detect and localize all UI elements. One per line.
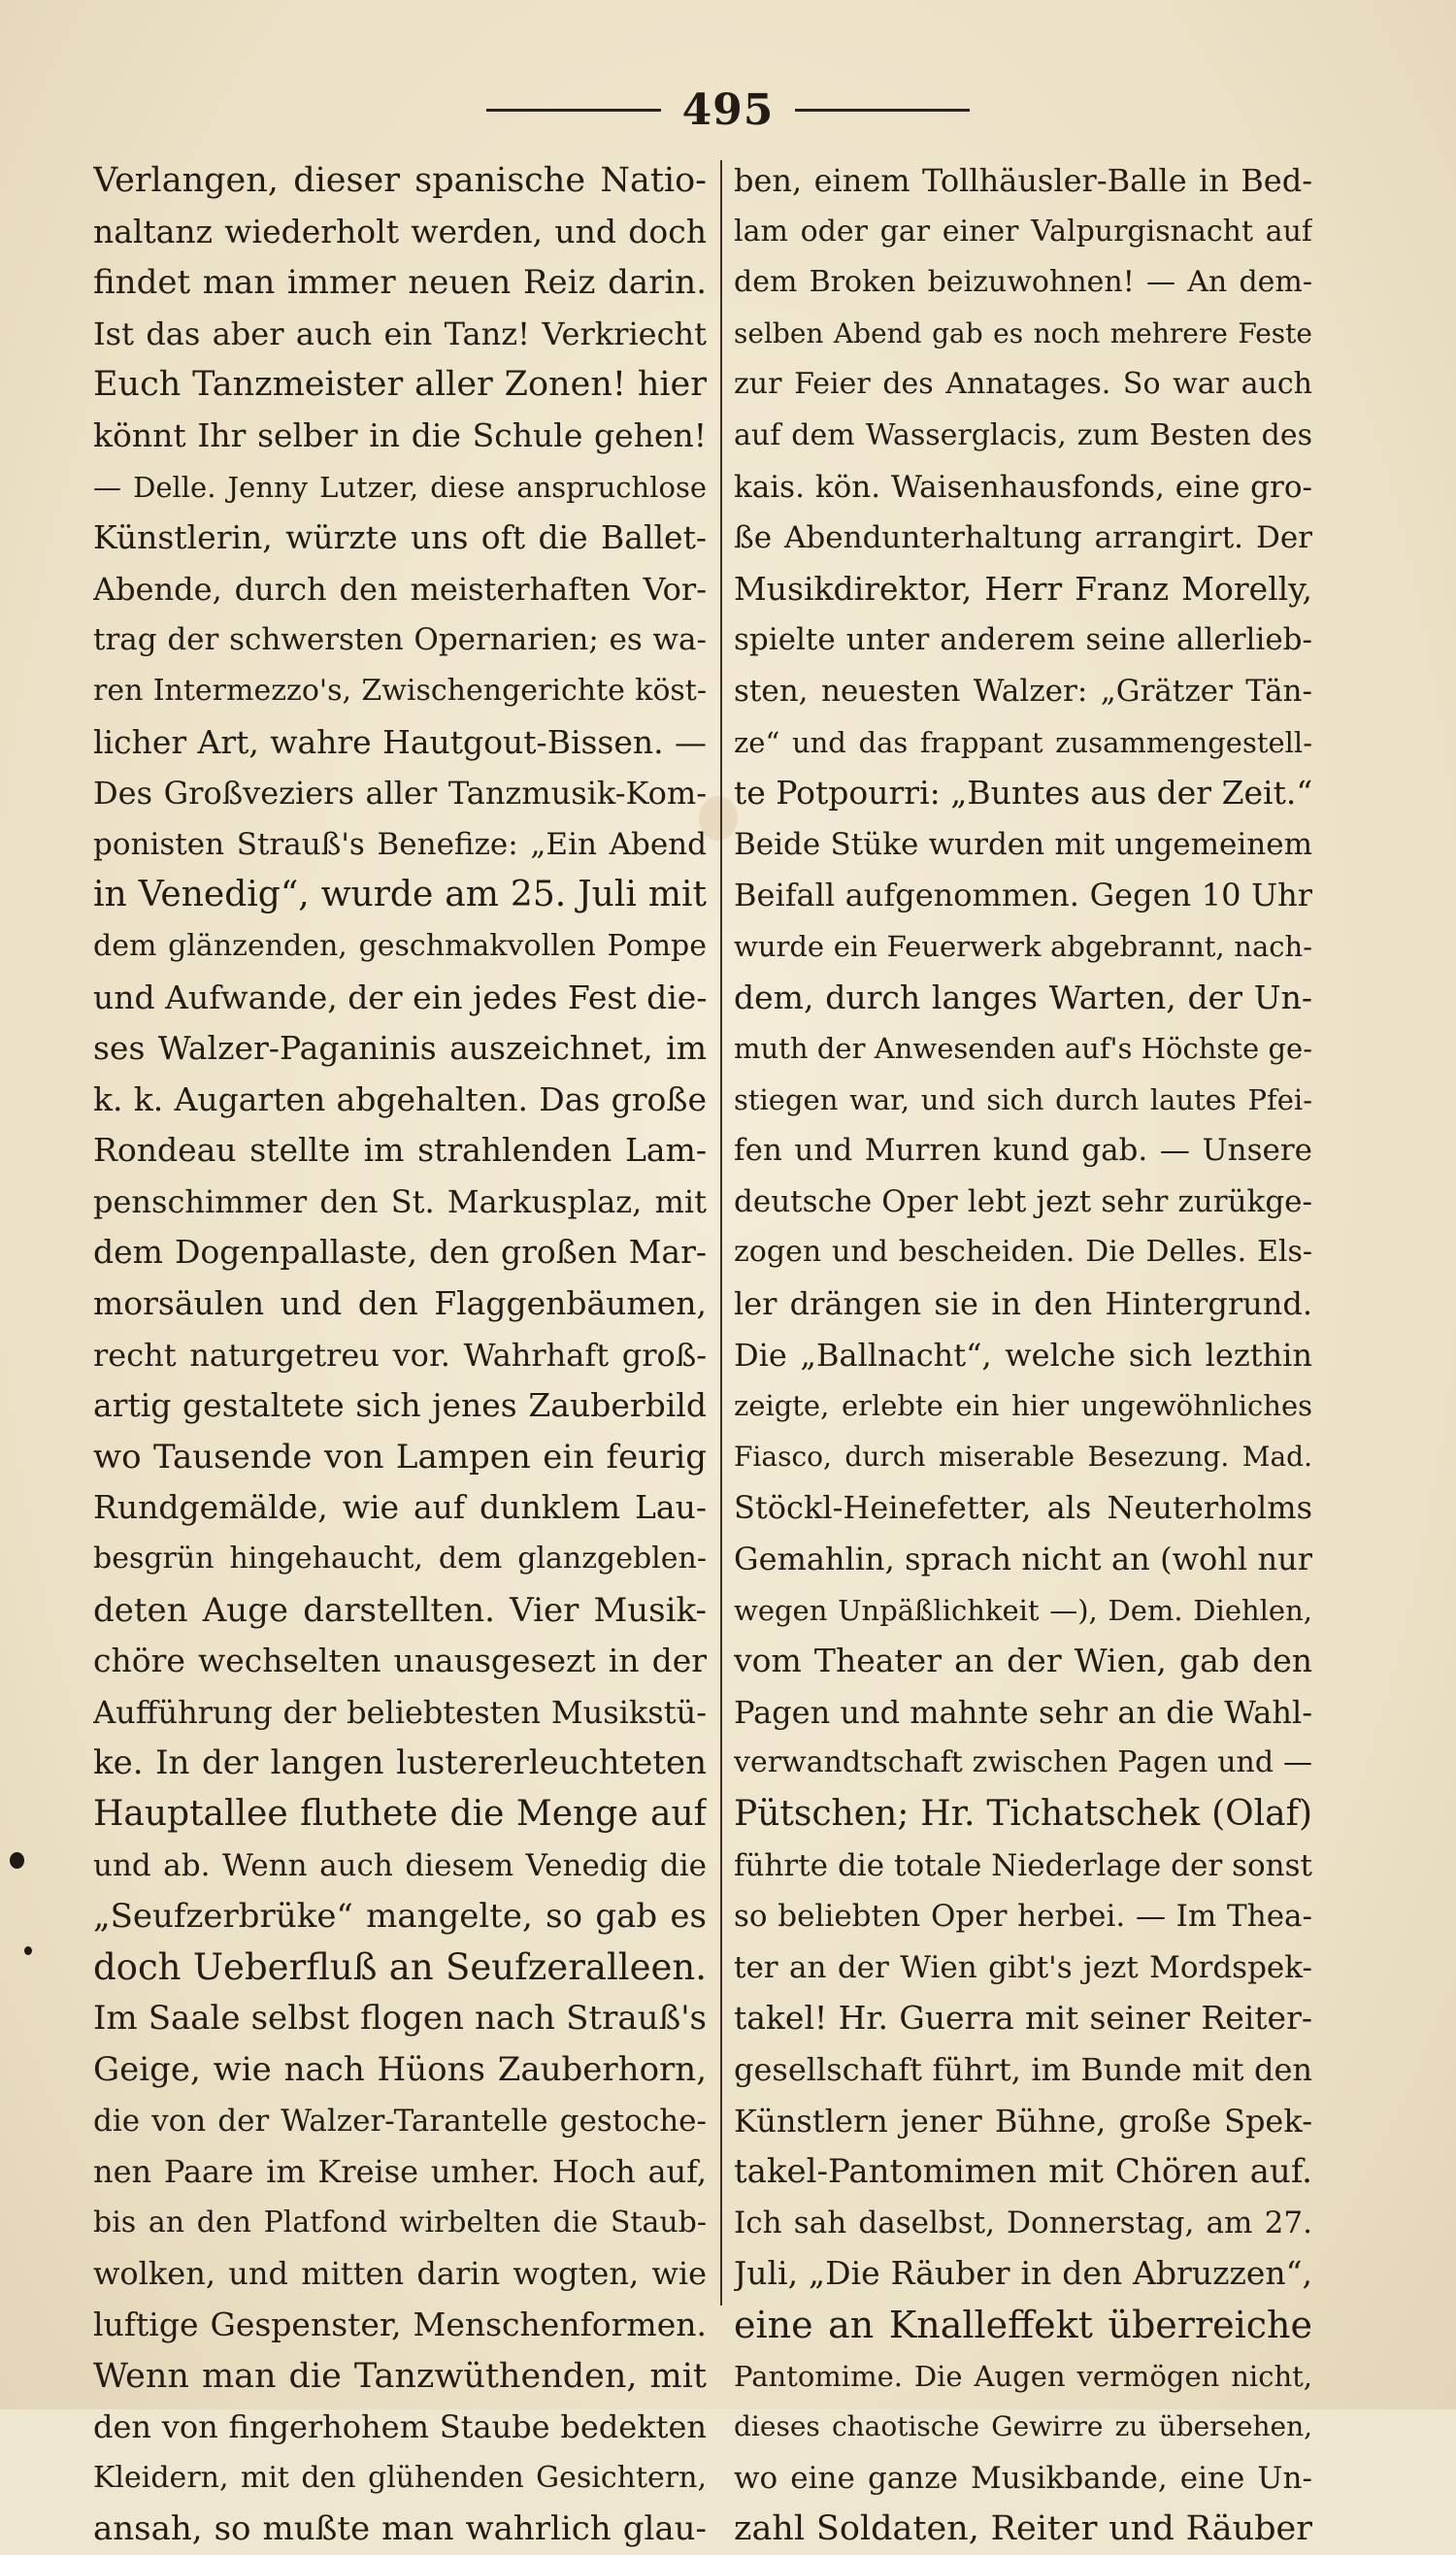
text-line: dem glänzenden, geschmakvollen Pompe <box>93 928 707 963</box>
text-line: Stöckl-Heinefetter, als Neuterholms <box>734 1489 1312 1527</box>
text-line: doch Ueberfluß an Seufzeralleen. <box>93 1945 707 1988</box>
text-line: könnt Ihr selber in die Schule gehen! <box>93 415 707 454</box>
text-line: Pantomime. Die Augen vermögen nicht, <box>734 2359 1312 2393</box>
text-line: so beliebten Oper herbei. — Im Thea- <box>734 1899 1312 1935</box>
text-line: gesellschaft führt, im Bunde mit den <box>734 2050 1312 2088</box>
text-line: Pagen und mahnte sehr an die Wahl- <box>734 1693 1312 1731</box>
text-line: sten, neuesten Walzer: „Grätzer Tän- <box>734 673 1312 709</box>
text-line: Künstlern jener Bühne, große Spek- <box>734 2102 1312 2140</box>
text-line: dem Broken beizuwohnen! — An dem- <box>734 265 1312 300</box>
text-line: k. k. Augarten abgehalten. Das große <box>93 1079 707 1118</box>
text-line: morsäulen und den Flaggenbäumen, <box>93 1284 707 1323</box>
text-line: recht naturgetreu vor. Wahrhaft groß- <box>93 1336 707 1374</box>
text-line: ze“ und das frappant zusammengestell- <box>734 725 1312 759</box>
text-line: dem Dogenpallaste, den großen Mar- <box>93 1233 707 1272</box>
page-number: 495 <box>681 84 775 135</box>
text-line: auf dem Wasserglacis, zum Besten des <box>734 417 1312 452</box>
text-line: Musikdirektor, Herr Franz Morelly, <box>734 569 1312 608</box>
text-line: Rondeau stellte im strahlenden Lam- <box>93 1131 707 1170</box>
ink-spot <box>10 1852 24 1869</box>
header-rule-left <box>486 109 661 112</box>
text-line: Pütschen; Hr. Tichatschek (Olaf) <box>734 1794 1312 1834</box>
text-line: luftige Gespenster, Menschenformen. <box>93 2305 707 2343</box>
text-line: und ab. Wenn auch diesem Venedig die <box>93 1847 707 1883</box>
text-line: verwandtschaft zwischen Pagen und — <box>734 1745 1312 1780</box>
text-line: zur Feier des Annatages. So war auch <box>734 367 1312 402</box>
text-line: Künstlerin, würzte uns oft die Ballet- <box>93 518 707 557</box>
text-line: ses Walzer-Paganinis auszeichnet, im <box>93 1029 707 1068</box>
text-line: ße Abendunterhaltung arrangirt. Der <box>734 520 1312 556</box>
text-line: deten Auge darstellten. Vier Musik- <box>93 1590 707 1630</box>
text-line: selben Abend gab es noch mehrere Feste <box>734 316 1312 349</box>
text-line: ren Intermezzo's, Zwischengerichte köst- <box>93 673 707 708</box>
text-line: bis an den Platfond wirbelten die Staub- <box>93 2205 707 2240</box>
text-line: ler drängen sie in den Hintergrund. <box>734 1285 1312 1323</box>
text-line: wolken, und mitten darin wogten, wie <box>93 2255 707 2293</box>
text-line: findet man immer neuen Reiz darin. <box>93 263 707 303</box>
text-line: besgrün hingehaucht, dem glanzgeblen- <box>93 1542 707 1576</box>
text-line: takel-Pantomimen mit Chören auf. <box>734 2152 1312 2192</box>
text-line: Ich sah daselbst, Donnerstag, am 27. <box>734 2205 1312 2240</box>
text-line: Abende, durch den meisterhaften Vor- <box>93 570 707 608</box>
text-line: Rundgemälde, wie auf dunklem Lau- <box>93 1488 707 1527</box>
text-line: ponisten Strauß's Benefize: „Ein Abend <box>93 826 707 862</box>
text-line: zeigte, erlebte ein hier ungewöhnliches <box>734 1389 1312 1423</box>
left-column <box>93 155 707 2555</box>
text-line: kais. kön. Waisenhausfonds, eine gro- <box>734 469 1312 505</box>
text-line: ter an der Wien gibt's jezt Mordspek- <box>734 1949 1312 1985</box>
text-line: wurde ein Feuerwerk abgebrannt, nach- <box>734 929 1312 963</box>
page-header <box>0 85 1456 134</box>
text-line: Die „Ballnacht“, welche sich lezthin <box>734 1336 1312 1374</box>
text-line: ke. In der langen lustererleuchteten <box>93 1743 707 1783</box>
text-line: Gemahlin, sprach nicht an (wohl nur <box>734 1541 1312 1578</box>
text-line: te Potpourri: „Buntes aus der Zeit.“ <box>734 774 1312 813</box>
text-line: Wenn man die Tanzwüthenden, mit <box>93 2356 707 2396</box>
text-line: eine an Knalleffekt überreiche <box>734 2303 1312 2346</box>
text-line: penschimmer den St. Markusplaz, mit <box>93 1182 707 1220</box>
right-column <box>734 155 1312 2555</box>
text-line: Kleidern, mit den glühenden Gesichtern, <box>93 2460 707 2495</box>
text-line: Aufführung der beliebtesten Musikstü- <box>93 1693 707 1731</box>
text-line: licher Art, wahre Hautgout-Bissen. — <box>93 722 707 761</box>
text-line: Des Großveziers aller Tanzmusik-Kom- <box>93 775 707 813</box>
text-line: muth der Anwesenden auf's Höchste ge- <box>734 1032 1312 1066</box>
text-line: fen und Murren kund gab. — Unsere <box>734 1133 1312 1169</box>
text-line: spielte unter anderem seine allerlieb- <box>734 622 1312 658</box>
text-line: wo Tausende von Lampen ein feurig <box>93 1437 707 1477</box>
text-line: „Seufzerbrüke“ mangelte, so gab es <box>93 1897 707 1937</box>
text-line: zahl Soldaten, Reiter und Räuber <box>734 2509 1312 2549</box>
text-line: Euch Tanzmeister aller Zonen! hier <box>93 365 707 405</box>
text-line: dem, durch langes Warten, der Un- <box>734 978 1312 1016</box>
text-line: takel! Hr. Guerra mit seiner Reiter- <box>734 1999 1312 2038</box>
header-rule-right <box>795 109 970 112</box>
text-line: wegen Unpäßlichkeit —), Dem. Diehlen, <box>734 1593 1312 1627</box>
text-line: deutsche Oper lebt jezt sehr zurükge- <box>734 1183 1312 1219</box>
text-line: dieses chaotische Gewirre zu übersehen, <box>734 2410 1312 2443</box>
text-line: wo eine ganze Musikbande, eine Un- <box>734 2460 1312 2496</box>
text-line: Beide Stüke wurden mit ungemeinem <box>734 826 1312 862</box>
text-line: ben, einem Tollhäusler-Balle in Bed- <box>734 162 1312 199</box>
text-line: chöre wechselten unausgesezt in der <box>93 1642 707 1680</box>
text-line: — Delle. Jenny Lutzer, diese anspruchlose <box>93 470 707 504</box>
text-line: naltanz wiederholt werden, und doch <box>93 212 707 250</box>
text-line: Verlangen, dieser spanische Natio- <box>93 161 707 200</box>
text-line: Fiasco, durch miserable Besezung. Mad. <box>734 1440 1312 1473</box>
text-line: stiegen war, und sich durch lautes Pfei- <box>734 1082 1312 1116</box>
text-line: führte die totale Niederlage der sonst <box>734 1847 1312 1883</box>
text-line: trag der schwersten Opernarien; es wa- <box>93 622 707 658</box>
text-line: Beifall aufgenommen. Gegen 10 Uhr <box>734 877 1312 914</box>
ink-spot <box>24 1946 32 1955</box>
text-line: Geige, wie nach Hüons Zauberhorn, <box>93 2049 707 2089</box>
text-line: lam oder gar einer Valpurgisnacht auf <box>734 214 1312 249</box>
text-line: ansah, so mußte man wahrlich glau- <box>93 2509 707 2549</box>
text-line: Hauptallee fluthete die Menge auf <box>93 1794 707 1834</box>
text-line: den von fingerhohem Staube bedekten <box>93 2408 707 2446</box>
text-line: artig gestaltete sich jenes Zauberbild <box>93 1386 707 1425</box>
text-line: die von der Walzer-Tarantelle gestoche- <box>93 2103 707 2139</box>
text-line: Juli, „Die Räuber in den Abruzzen“, <box>734 2254 1312 2293</box>
text-line: und Aufwande, der ein jedes Fest die- <box>93 978 707 1016</box>
text-line: Ist das aber auch ein Tanz! Verkriecht <box>93 315 707 352</box>
text-line: zogen und bescheiden. Die Delles. Els- <box>734 1235 1312 1270</box>
text-line: Im Saale selbst flogen nach Strauß's <box>93 1999 707 2039</box>
text-line: nen Paare im Kreise umher. Hoch auf, <box>93 2153 707 2191</box>
text-line: vom Theater an der Wien, gab den <box>734 1642 1312 1680</box>
text-line: in Venedig“, wurde am 25. Juli mit <box>93 875 707 915</box>
column-divider <box>720 160 722 2306</box>
